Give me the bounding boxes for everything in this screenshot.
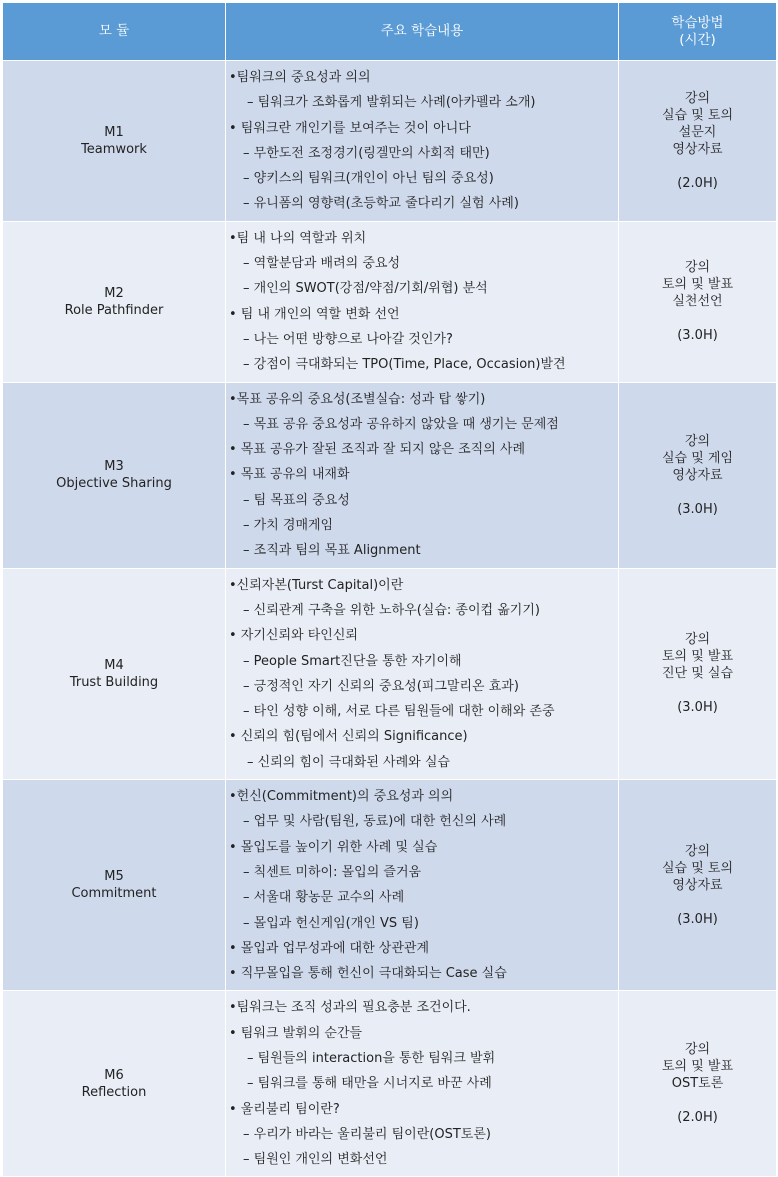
method-cell [619, 991, 777, 1177]
content-bullet: •신뢰자본(Turst Capital)이란 [229, 577, 404, 593]
content-bullet: • 팀 내 개인의 역할 변화 선언 [229, 306, 400, 322]
content-cell [226, 382, 619, 568]
table-body [3, 61, 777, 1177]
method-hours: (3.0H) [677, 700, 718, 716]
module-cell [3, 780, 226, 991]
content-cell [226, 568, 619, 779]
content-subitem: – 업무 및 사람(팀원, 동료)에 대한 헌신의 사례 [243, 814, 507, 830]
method-item: 강의 [684, 433, 711, 449]
header-method [619, 3, 777, 61]
module-name: Trust Building [69, 674, 159, 690]
content-subitem: – 팀 목표의 중요성 [243, 492, 350, 508]
content-bullet: • 팀워크란 개인기를 보여주는 것이 아니다 [229, 120, 471, 136]
content-bullet: • 직무몰입을 통해 헌신이 극대화되는 Case 실습 [229, 966, 507, 982]
method-item: 실천선언 [672, 294, 723, 310]
table-row [3, 382, 777, 568]
module-name: Commitment [71, 886, 157, 902]
method-item: 토의 및 발표 [661, 649, 734, 665]
method-item: OST토론 [671, 1076, 724, 1092]
content-subitem: – 강점이 극대화되는 TPO(Time, Place, Occasion)발견 [243, 357, 566, 373]
content-bullet: • 자기신뢰와 타인신뢰 [229, 628, 358, 644]
curriculum-table [2, 2, 777, 1177]
module-cell [3, 382, 226, 568]
content-subitem: – 신뢰관계 구축을 위한 노하우(실습: 종이컵 옮기기) [243, 602, 540, 618]
module-code: M1 [104, 124, 124, 140]
method-cell [619, 780, 777, 991]
content-subitem: – 유니폼의 영향력(초등학교 줄다리기 실험 사례) [243, 196, 519, 212]
content-subitem: – 서울대 황농문 교수의 사례 [243, 890, 405, 906]
content-bullet: • 팀워크 발휘의 순간들 [229, 1025, 363, 1041]
content-subitem: – 팀워크가 조화롭게 발휘되는 사례(아카펠라 소개) [247, 95, 536, 111]
module-code: M2 [104, 285, 124, 301]
module-code: M3 [104, 459, 124, 475]
content-subitem: – 조직과 팀의 목표 Alignment [243, 543, 421, 559]
content-subitem: – 양키스의 팀워크(개인이 아닌 팀의 중요성) [243, 171, 494, 187]
module-code: M5 [104, 869, 124, 885]
content-bullet: • 신뢰의 힘(팀에서 신뢰의 Significance) [229, 729, 468, 745]
method-item: 실습 및 토의 [661, 860, 734, 876]
table-row [3, 780, 777, 991]
method-item: 강의 [684, 1042, 711, 1058]
module-name: Role Pathfinder [64, 302, 164, 318]
content-bullet: •목표 공유의 중요성(조별실습: 성과 탑 쌓기) [229, 391, 486, 407]
header-content: 주요 학습내용 [226, 3, 619, 61]
content-subitem: – 나는 어떤 방향으로 나아갈 것인가? [243, 331, 453, 347]
content-cell [226, 780, 619, 991]
table-row [3, 568, 777, 779]
content-bullet: •팀워크는 조직 성과의 필요충분 조건이다. [229, 1000, 471, 1016]
content-subitem: – 개인의 SWOT(강점/약점/기회/위협) 분석 [243, 281, 488, 297]
method-item: 실습 및 게임 [661, 450, 734, 466]
header-method-label: 학습방법 [671, 14, 724, 31]
content-cell [226, 221, 619, 382]
content-bullet: •팀워크의 중요성과 의의 [229, 70, 371, 85]
method-item: 영상자료 [672, 877, 723, 893]
module-name: Objective Sharing [56, 476, 172, 492]
method-hours: (3.0H) [677, 501, 718, 517]
content-bullet: • 울리불리 팀이란? [229, 1101, 340, 1117]
content-bullet: • 목표 공유가 잘된 조직과 잘 되지 않은 조직의 사례 [229, 442, 526, 458]
content-bullet: • 목표 공유의 내재화 [229, 467, 350, 483]
method-item: 설문지 [678, 124, 717, 140]
content-subitem: – 타인 성향 이해, 서로 다른 팀원들에 대한 이해와 존중 [243, 704, 555, 720]
header-row [3, 3, 777, 61]
content-cell [226, 61, 619, 222]
method-item: 강의 [684, 843, 711, 859]
content-bullet: • 몰입도를 높이기 위한 사례 및 실습 [229, 839, 438, 855]
module-name: Teamwork [81, 141, 147, 157]
content-cell [226, 991, 619, 1177]
method-hours: (3.0H) [677, 911, 718, 927]
table-row [3, 221, 777, 382]
method-item: 강의 [684, 632, 711, 648]
module-code: M6 [104, 1067, 124, 1083]
content-subitem: – 신뢰의 힘이 극대화된 사례와 실습 [247, 754, 450, 770]
table-row [3, 61, 777, 222]
content-subitem: – 몰입과 헌신게임(개인 VS 팀) [243, 915, 419, 931]
module-cell [3, 61, 226, 222]
content-bullet: •헌신(Commitment)의 중요성과 의의 [229, 789, 454, 805]
method-item: 영상자료 [672, 467, 723, 483]
method-cell [619, 61, 777, 222]
method-hours: (3.0H) [677, 328, 718, 344]
content-subitem: – 목표 공유 중요성과 공유하지 않았을 때 생기는 문제점 [243, 416, 559, 432]
method-item: 토의 및 발표 [661, 1059, 734, 1075]
content-subitem: – 칙센트 미하이: 몰입의 즐거움 [243, 864, 422, 880]
module-cell [3, 991, 226, 1177]
method-item: 강의 [684, 90, 711, 106]
module-code: M4 [104, 657, 124, 673]
content-subitem: – People Smart진단을 통한 자기이해 [243, 653, 462, 669]
content-subitem: – 가치 경매게임 [243, 518, 334, 534]
content-subitem: – 팀원인 개인의 변화선언 [243, 1152, 388, 1168]
content-subitem: – 긍정적인 자기 신뢰의 중요성(피그말리온 효과) [243, 678, 519, 694]
method-cell [619, 568, 777, 779]
method-hours: (2.0H) [677, 175, 718, 191]
method-hours: (2.0H) [677, 1110, 718, 1126]
table-row [3, 991, 777, 1177]
module-cell [3, 221, 226, 382]
method-item: 실습 및 토의 [661, 107, 734, 123]
method-item: 강의 [684, 260, 711, 276]
content-subitem: – 무한도전 조정경기(링겔만의 사회적 태만) [243, 145, 490, 161]
content-bullet: • 몰입과 업무성과에 대한 상관관계 [229, 940, 430, 956]
header-module: 모 듈 [3, 3, 226, 61]
method-cell [619, 221, 777, 382]
method-item: 영상자료 [672, 141, 723, 157]
content-subitem: – 역할분담과 배려의 중요성 [243, 256, 401, 272]
content-subitem: – 우리가 바라는 울리불리 팀이란(OST토론) [243, 1126, 491, 1142]
method-item: 진단 및 실습 [661, 666, 734, 682]
module-cell [3, 568, 226, 779]
content-subitem: – 팀원들의 interaction을 통한 팀워크 발휘 [247, 1050, 496, 1066]
module-name: Reflection [81, 1084, 147, 1100]
method-cell [619, 382, 777, 568]
method-item: 토의 및 발표 [661, 277, 734, 293]
content-subitem: – 팀워크를 통해 태만을 시너지로 바꾼 사례 [247, 1076, 492, 1092]
content-bullet: •팀 내 나의 역할과 위치 [229, 230, 367, 246]
header-method-time: (시간) [679, 31, 716, 48]
